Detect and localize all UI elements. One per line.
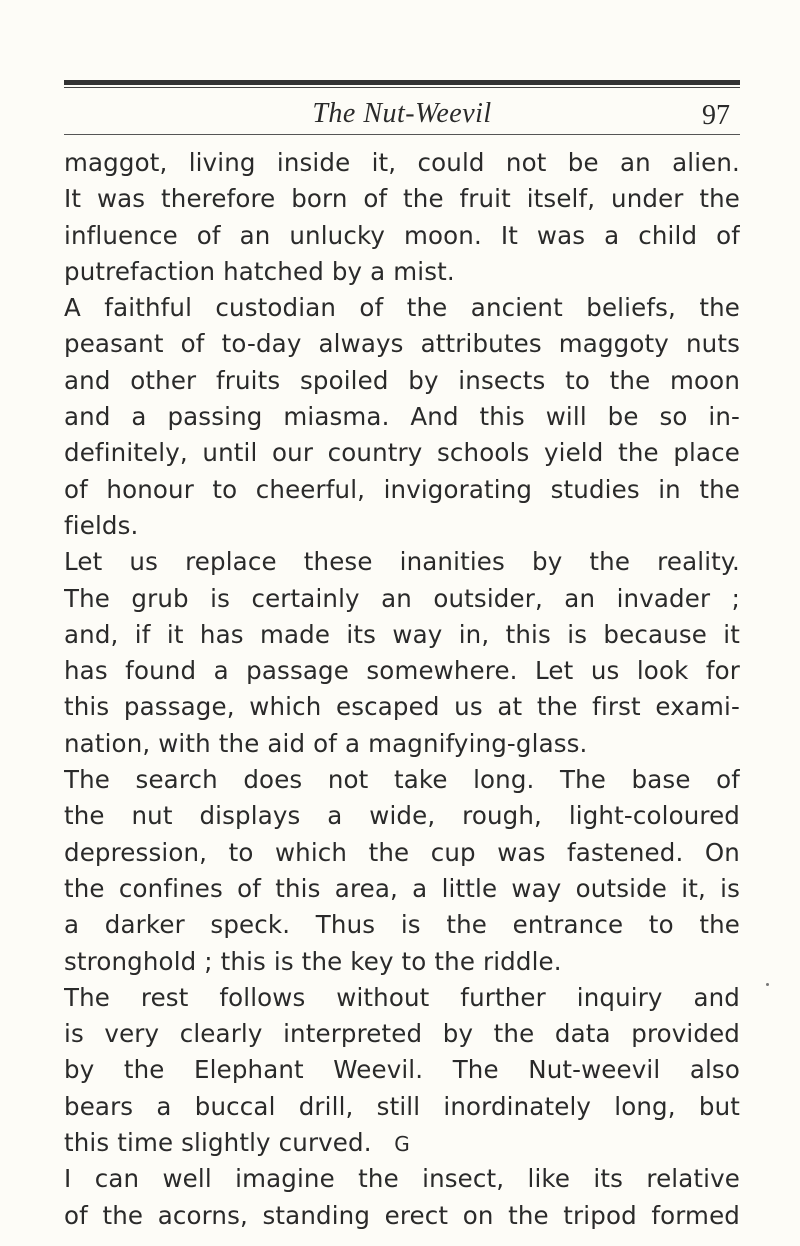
book-page [64,80,740,1234]
text-line: and, if it has made its way in, this is because it [64,619,740,649]
text-line: peasant of to-day always attributes maggoty nuts [64,329,740,359]
text-line: fields. [64,510,139,540]
text-line: the nut displays a wide, rough, light-coloured [64,801,740,831]
running-head: The Nut-Weevil [312,98,492,129]
text-line: of honour to cheerful, invigorating studies in the [64,474,740,504]
text-line: nation, with the aid of a magnifying-glass. [64,728,588,758]
text-line: is very clearly interpreted by the data provided [64,1019,740,1049]
text-line: a darker speck. Thus is the entrance to the [64,910,740,940]
text-line: stronghold ; this is the key to the riddle. [64,946,562,976]
text-line: A faithful custodian of the ancient beliefs, the [64,293,740,323]
text-line: the confines of this area, a little way outside it, is [64,873,740,903]
text-line: by the Elephant Weevil. The Nut-weevil also [64,1055,740,1085]
text-line: and other fruits spoiled by insects to the moon [64,365,740,395]
text-line: The rest follows without further inquiry and [64,982,740,1012]
text-line: The search does not take long. The base of [64,765,740,795]
page-number: 97 [702,100,730,131]
text-line: this time slightly curved. [64,1128,372,1158]
text-line: putrefaction hatched by a mist. [64,256,455,286]
text-line: definitely, until our country schools yield the place [64,438,740,468]
page-header [64,88,740,134]
text-line: Let us replace these inanities by the reality. [64,547,740,577]
text-line: has found a passage somewhere. Let us look for [64,656,740,686]
text-line: I can well imagine the insect, like its relative [64,1164,740,1194]
header-rule-bottom [64,134,740,135]
margin-speck [766,983,769,986]
text-line: maggot, living inside it, could not be an alien. [64,148,740,177]
text-line: of the acorns, standing erect on the tripod formed [64,1200,740,1230]
text-line: and a passing miasma. And this will be so in- [64,402,740,432]
text-line: It was therefore born of the fruit itself, under the [64,184,740,214]
text-line: bears a buccal drill, still inordinately long, but [64,1091,740,1121]
text-line: The grub is certainly an outsider, an invader ; [64,583,740,613]
text-line: this passage, which escaped us at the first exami- [64,692,740,722]
signature-mark: G [394,1132,410,1156]
text-line: depression, to which the cup was fastened. On [64,837,740,867]
header-rule-thick [64,80,740,85]
body-text [64,145,740,1234]
text-line: influence of an unlucky moon. It was a child of [64,220,740,250]
